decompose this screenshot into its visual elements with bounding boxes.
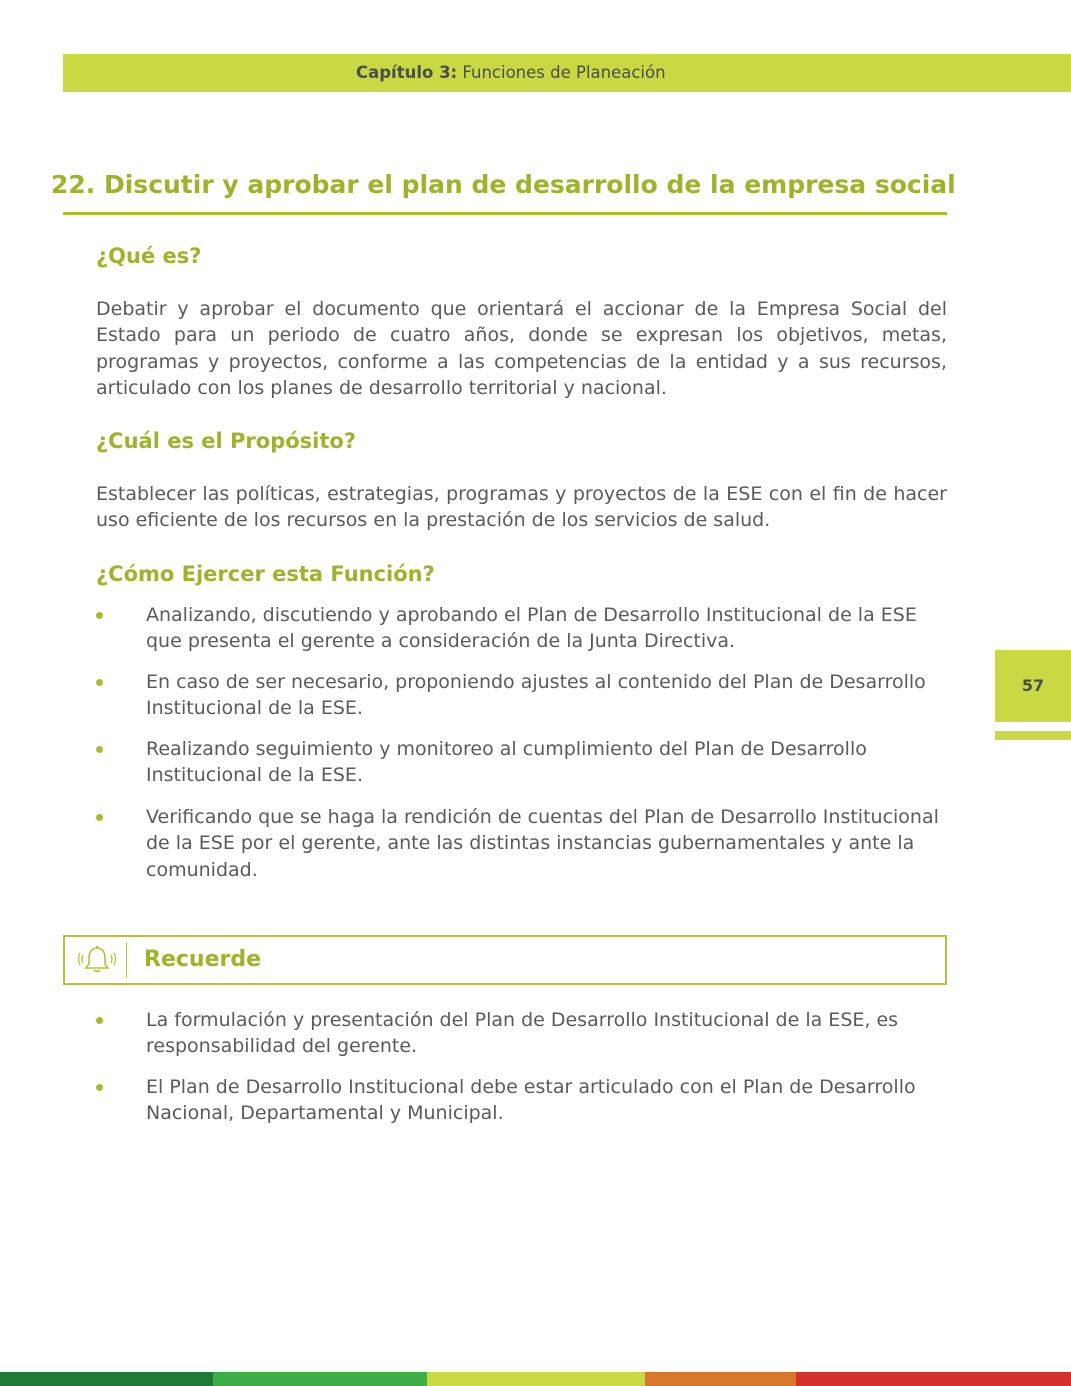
list-item xyxy=(96,602,947,655)
chapter-title: Funciones de Planeación xyxy=(457,63,666,82)
list-item xyxy=(96,1074,947,1127)
callout-divider xyxy=(126,942,127,978)
bullet-icon xyxy=(96,814,103,821)
bullet-icon xyxy=(96,1084,103,1091)
strip-segment xyxy=(0,1372,213,1386)
bullet-icon xyxy=(96,1017,103,1024)
heading-que-es: ¿Qué es? xyxy=(96,244,202,268)
paragraph-proposito: Establecer las políticas, estrategias, programas y proyectos de la ESE con el fin de hacer uso eficiente de los recursos en la prestación de los servicios de salud. xyxy=(96,483,947,532)
chapter-header xyxy=(356,54,666,92)
list-item-text: Verificando que se haga la rendición de cuentas del Plan de Desarrollo Institucional de la ESE por el gerente, ante las distintas instancias gubernamentales y ante la comunidad. xyxy=(146,806,939,881)
list-item xyxy=(96,1007,947,1060)
list-item-text: El Plan de Desarrollo Institucional debe estar articulado con el Plan de Desarrollo Nacional, Departamental y Municipal. xyxy=(146,1076,916,1125)
strip-segment xyxy=(645,1372,796,1386)
paragraph-que-es: Debatir y aprobar el documento que orientará el accionar de la Empresa Social del Estado para un periodo de cuatro años, donde se expresan los objetivos, metas, programas y proyectos, conforme a las competencias de la entidad y a sus recursos, articulado con los planes de desarrollo territorial y nacional. xyxy=(96,298,947,399)
chapter-header-bar xyxy=(63,54,1071,92)
bullet-icon xyxy=(96,679,103,686)
bullet-icon xyxy=(96,746,103,753)
footer-color-strip xyxy=(0,1372,1071,1386)
page-title: 22. Discutir y aprobar el plan de desarrollo de la empresa social xyxy=(51,170,956,199)
chapter-label: Capítulo 3: xyxy=(356,63,458,82)
list-item-text: La formulación y presentación del Plan de Desarrollo Institucional de la ESE, es responsabilidad del gerente. xyxy=(146,1009,899,1058)
heading-proposito: ¿Cuál es el Propósito? xyxy=(96,429,357,453)
bullet-icon xyxy=(96,612,103,619)
page-tab-accent xyxy=(995,731,1071,740)
strip-segment xyxy=(796,1372,1071,1386)
list-item xyxy=(96,804,947,883)
strip-segment xyxy=(213,1372,427,1386)
page-number: 57 xyxy=(995,650,1071,722)
strip-segment xyxy=(427,1372,645,1386)
heading-como-ejercer: ¿Cómo Ejercer esta Función? xyxy=(96,562,435,586)
list-item-text: Realizando seguimiento y monitoreo al cumplimiento del Plan de Desarrollo Institucional de la ESE. xyxy=(146,738,867,787)
recuerde-label: Recuerde xyxy=(144,947,262,972)
list-item xyxy=(96,736,947,789)
recuerde-callout xyxy=(63,935,947,985)
title-underline xyxy=(63,212,947,215)
list-item-text: En caso de ser necesario, proponiendo ajustes al contenido del Plan de Desarrollo Institucional de la ESE. xyxy=(146,671,926,720)
list-item xyxy=(96,669,947,722)
bell-icon xyxy=(77,944,117,976)
list-item-text: Analizando, discutiendo y aprobando el Plan de Desarrollo Institucional de la ESE que presenta el gerente a consideración de la Junta Directiva. xyxy=(146,604,917,653)
